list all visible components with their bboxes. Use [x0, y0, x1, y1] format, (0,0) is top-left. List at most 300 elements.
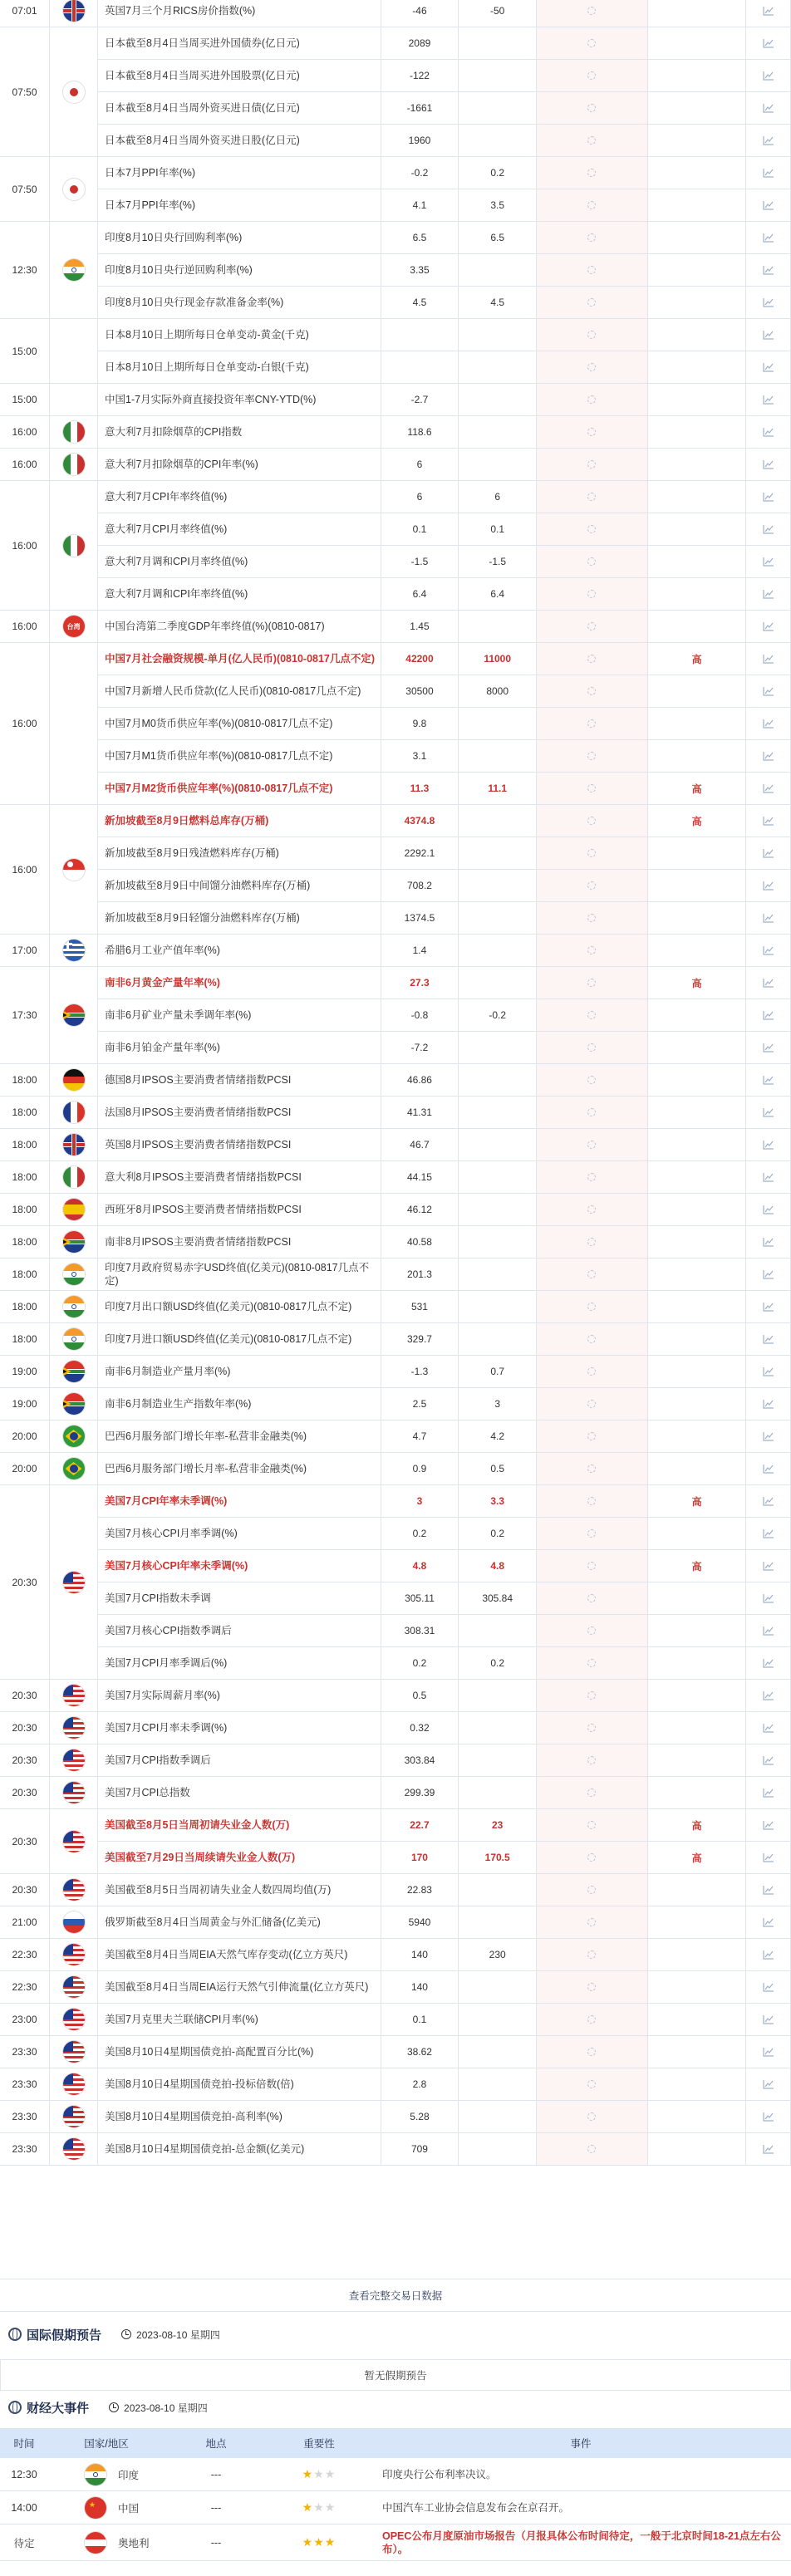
indicator-name[interactable]: 南非6月黄金产量年率(%) [98, 967, 381, 999]
actual-value [537, 773, 648, 805]
importance-stars [268, 2491, 371, 2524]
chart-button[interactable] [746, 1874, 791, 1906]
country-flag-cell [50, 1906, 98, 1939]
country-flag-cell [50, 611, 98, 643]
table-row [0, 1161, 791, 1194]
actual-value [537, 1323, 648, 1356]
chart-icon [763, 1723, 774, 1733]
actual-value [537, 1939, 648, 1971]
us-flag-icon [63, 1976, 85, 1998]
chart-icon [763, 1917, 774, 1927]
event-description[interactable]: 中国汽车工业协会信息发布会在京召开。 [382, 2501, 570, 2514]
importance-label [648, 1680, 747, 1712]
table-row [0, 319, 791, 351]
table-row [0, 1615, 791, 1647]
chart-button[interactable] [746, 92, 791, 125]
indicator-name[interactable]: 美国7月CPI指数未季调 [98, 1582, 381, 1615]
chart-button[interactable] [746, 1939, 791, 1971]
loading-icon [587, 395, 596, 404]
chart-button[interactable] [746, 870, 791, 902]
loading-icon [587, 233, 596, 242]
event-place: --- [210, 2536, 222, 2549]
indicator-name[interactable]: 美国截至8月4日当周EIA运行天然气引伸流量(亿立方英尺) [98, 1971, 381, 2004]
chart-button[interactable] [746, 967, 791, 999]
chart-button[interactable] [746, 1323, 791, 1356]
chart-icon [763, 1950, 774, 1960]
france-flag-icon [63, 1102, 85, 1123]
previous-value: -1.3 [381, 1356, 459, 1388]
indicator-name[interactable]: 意大利7月调和CPI年率终值(%) [98, 578, 381, 611]
chart-button[interactable] [746, 1356, 791, 1388]
table-row [0, 2101, 791, 2133]
release-time: 23:00 [0, 2004, 50, 2036]
previous-value: 46.86 [381, 1064, 459, 1097]
previous-value: 6 [381, 449, 459, 481]
loading-icon [587, 622, 596, 631]
us-flag-icon [63, 1782, 85, 1803]
chart-button[interactable] [746, 1453, 791, 1485]
importance-label [648, 1518, 747, 1550]
actual-value [537, 384, 648, 416]
previous-value: 3.35 [381, 254, 459, 287]
indicator-name[interactable]: 中国7月社会融资规模-单月(亿人民币)(0810-0817几点不定) [98, 643, 381, 675]
russia-flag-icon [63, 1911, 85, 1933]
previous-value: -122 [381, 60, 459, 92]
indicator-name[interactable]: 法国8月IPSOS主要消费者情绪指数PCSI [98, 1097, 381, 1129]
chart-button[interactable] [746, 222, 791, 254]
previous-value: 22.7 [381, 1809, 459, 1842]
indicator-name[interactable]: 美国截至7月29日当周续请失业金人数(万) [98, 1842, 381, 1874]
event-description[interactable]: OPEC公布月度原油市场报告（月报具体公布时间待定，一般于北京时间18-21点左右公布）。 [382, 2529, 781, 2555]
indicator-name[interactable]: 美国7月CPI年率未季调(%) [98, 1485, 381, 1518]
actual-value [537, 1485, 648, 1518]
us-flag-icon [63, 1717, 85, 1739]
chart-button[interactable] [746, 2068, 791, 2101]
chart-button[interactable] [746, 1161, 791, 1194]
uk-flag-icon [63, 1134, 85, 1156]
country-flag-cell [50, 27, 98, 157]
forecast-value [459, 2036, 537, 2068]
us-flag-icon [63, 1572, 85, 1593]
indicator-name[interactable]: 意大利7月CPI年率终值(%) [98, 481, 381, 513]
chart-icon [763, 1140, 774, 1150]
chart-button[interactable] [746, 643, 791, 675]
chart-icon [763, 265, 774, 275]
loading-icon [587, 1043, 596, 1052]
previous-value: 27.3 [381, 967, 459, 999]
chart-button[interactable] [746, 1291, 791, 1323]
indicator-name[interactable]: 印度8月10日央行逆回购利率(%) [98, 254, 381, 287]
chart-button[interactable] [746, 0, 791, 27]
indicator-name[interactable]: 美国截至8月5日当周初请失业金人数四周均值(万) [98, 1874, 381, 1906]
forecast-value [459, 2004, 537, 2036]
chart-button[interactable] [746, 1777, 791, 1809]
actual-value [537, 1874, 648, 1906]
actual-value [537, 1971, 648, 2004]
indicator-name[interactable]: 日本7月PPI年率(%) [98, 189, 381, 222]
previous-value: 118.6 [381, 416, 459, 449]
release-time: 20:30 [0, 1744, 50, 1777]
indicator-name[interactable]: 英国7月三个月RICS房价指数(%) [98, 0, 381, 27]
chart-button[interactable] [746, 1032, 791, 1064]
release-time: 16:00 [0, 481, 50, 611]
indicator-name[interactable]: 德国8月IPSOS主要消费者情绪指数PCSI [98, 1064, 381, 1097]
chart-icon [763, 362, 774, 372]
indicator-name[interactable]: 英国8月IPSOS主要消费者情绪指数PCSI [98, 1129, 381, 1161]
country-flag-cell [50, 1064, 98, 1097]
importance-label [648, 157, 747, 189]
table-row [0, 967, 791, 999]
release-time: 17:00 [0, 935, 50, 967]
star-icon: ★ [324, 2500, 337, 2514]
previous-value: 6 [381, 481, 459, 513]
chart-button[interactable] [746, 1971, 791, 2004]
chart-button[interactable] [746, 1097, 791, 1129]
indicator-name[interactable]: 中国1-7月实际外商直接投资年率CNY-YTD(%) [98, 384, 381, 416]
chart-icon [763, 1043, 774, 1052]
actual-value [537, 449, 648, 481]
chart-button[interactable] [746, 1582, 791, 1615]
chart-button[interactable] [746, 2133, 791, 2166]
us-flag-icon [63, 1879, 85, 1901]
indicator-name[interactable]: 中国7月M0货币供应年率(%)(0810-0817几点不定) [98, 708, 381, 740]
star-icon: ★ [313, 2500, 325, 2514]
indicator-name[interactable]: 印度8月10日央行现金存款准备金率(%) [98, 287, 381, 319]
importance-label [648, 1194, 747, 1226]
chart-icon [763, 2144, 774, 2154]
forecast-value: 0.5 [459, 1453, 537, 1485]
chart-button[interactable] [746, 902, 791, 935]
previous-value: 0.2 [381, 1647, 459, 1680]
indicator-name[interactable]: 日本截至8月4日当周外资买进日债(亿日元) [98, 92, 381, 125]
forecast-value: 6 [459, 481, 537, 513]
chart-icon [763, 848, 774, 858]
indicator-name[interactable]: 美国8月10日4星期国债竞拍-高配置百分比(%) [98, 2036, 381, 2068]
chart-button[interactable] [746, 1906, 791, 1939]
indicator-name[interactable]: 意大利7月扣除烟草的CPI指数 [98, 416, 381, 449]
chart-button[interactable] [746, 2004, 791, 2036]
indicator-name[interactable]: 南非6月铂金产量年率(%) [98, 1032, 381, 1064]
indicator-name[interactable]: 西班牙8月IPSOS主要消费者情绪指数PCSI [98, 1194, 381, 1226]
events-table-header [0, 2428, 791, 2458]
table-row [0, 351, 791, 384]
previous-value: -1.5 [381, 546, 459, 578]
forecast-value [459, 1194, 537, 1226]
indicator-name[interactable]: 日本截至8月4日当周外资买进日股(亿日元) [98, 125, 381, 157]
star-icon: ★ [324, 2535, 337, 2549]
chart-button[interactable] [746, 611, 791, 643]
chart-button[interactable] [746, 125, 791, 157]
star-icon: ★ [302, 2500, 314, 2514]
importance-label [648, 837, 747, 870]
country-flag-cell [50, 1194, 98, 1226]
actual-value [537, 1712, 648, 1744]
country-flag-cell [50, 1291, 98, 1323]
chart-button[interactable] [746, 708, 791, 740]
chart-button[interactable] [746, 1842, 791, 1874]
indicator-name[interactable]: 新加坡截至8月9日中间馏分油燃料库存(万桶) [98, 870, 381, 902]
indicator-name[interactable]: 新加坡截至8月9日燃料总库存(万桶) [98, 805, 381, 837]
indicator-name[interactable]: 新加坡截至8月9日残渣燃料库存(万桶) [98, 837, 381, 870]
indicator-name[interactable]: 美国8月10日4星期国债竞拍-投标倍数(倍) [98, 2068, 381, 2101]
chart-button[interactable] [746, 1680, 791, 1712]
importance-label [648, 254, 747, 287]
forecast-value: 0.2 [459, 157, 537, 189]
chart-button[interactable] [746, 1518, 791, 1550]
chart-button[interactable] [746, 1129, 791, 1161]
indicator-name[interactable]: 印度7月进口额USD终值(亿美元)(0810-0817几点不定) [98, 1323, 381, 1356]
view-full-day-link[interactable]: 查看完整交易日数据 [0, 2279, 791, 2312]
chart-button[interactable] [746, 416, 791, 449]
chart-button[interactable] [746, 60, 791, 92]
chart-button[interactable] [746, 1226, 791, 1259]
importance-label [648, 481, 747, 513]
previous-value: 0.1 [381, 513, 459, 546]
table-row [0, 1809, 791, 1842]
chart-button[interactable] [746, 384, 791, 416]
indicator-name[interactable]: 美国7月CPI总指数 [98, 1777, 381, 1809]
importance-label [648, 1388, 747, 1420]
india-flag-icon [63, 259, 85, 281]
event-country [48, 2491, 165, 2524]
country-flag-cell [50, 1097, 98, 1129]
chart-button[interactable] [746, 27, 791, 60]
indicator-name[interactable]: 意大利7月扣除烟草的CPI年率(%) [98, 449, 381, 481]
actual-value [537, 254, 648, 287]
indicator-name[interactable]: 日本截至8月4日当周买进外国股票(亿日元) [98, 60, 381, 92]
chart-button[interactable] [746, 837, 791, 870]
chart-button[interactable] [746, 254, 791, 287]
chart-button[interactable] [746, 2036, 791, 2068]
chart-button[interactable] [746, 1064, 791, 1097]
indicator-name[interactable]: 美国7月CPI月率季调后(%) [98, 1647, 381, 1680]
previous-value: 0.9 [381, 1453, 459, 1485]
indicator-name[interactable]: 中国7月新增人民币贷款(亿人民币)(0810-0817几点不定) [98, 675, 381, 708]
chart-button[interactable] [746, 189, 791, 222]
chart-icon [763, 1755, 774, 1765]
indicator-name[interactable]: 日本8月10日上期所每日仓单变动-黄金(千克) [98, 319, 381, 351]
forecast-value [459, 935, 537, 967]
loading-icon [587, 1821, 596, 1829]
chart-icon [763, 330, 774, 340]
chart-icon [763, 1205, 774, 1214]
loading-icon [587, 1205, 596, 1214]
importance-label [648, 2036, 747, 2068]
forecast-value [459, 1032, 537, 1064]
importance-label [648, 92, 747, 125]
table-row [0, 643, 791, 675]
table-row [0, 578, 791, 611]
table-row [0, 902, 791, 935]
indicator-name[interactable]: 日本8月10日上期所每日仓单变动-白银(千克) [98, 351, 381, 384]
loading-icon [587, 1950, 596, 1959]
loading-icon [587, 1303, 596, 1311]
indicator-name[interactable]: 南非8月IPSOS主要消费者情绪指数PCSI [98, 1226, 381, 1259]
clock-icon [109, 2402, 119, 2412]
chart-button[interactable] [746, 513, 791, 546]
chart-button[interactable] [746, 675, 791, 708]
event-time: 12:30 [11, 2468, 37, 2480]
chart-button[interactable] [746, 319, 791, 351]
indicator-name[interactable]: 中国台湾第二季度GDP年率终值(%)(0810-0817) [98, 611, 381, 643]
importance-label [648, 513, 747, 546]
indicator-name[interactable]: 美国8月10日4星期国债竞拍-高利率(%) [98, 2101, 381, 2133]
india-flag-icon [63, 1263, 85, 1285]
chart-button[interactable] [746, 1388, 791, 1420]
chart-button[interactable] [746, 351, 791, 384]
chart-icon [763, 621, 774, 631]
country-flag-cell [50, 1485, 98, 1680]
indicator-name[interactable]: 日本7月PPI年率(%) [98, 157, 381, 189]
indicator-name[interactable]: 南非6月制造业生产指数年率(%) [98, 1388, 381, 1420]
importance-label [648, 1971, 747, 2004]
chart-button[interactable] [746, 1712, 791, 1744]
germany-flag-icon [63, 1069, 85, 1091]
chart-button[interactable] [746, 1615, 791, 1647]
indicator-name[interactable]: 意大利8月IPSOS主要消费者情绪指数PCSI [98, 1161, 381, 1194]
chart-button[interactable] [746, 1744, 791, 1777]
chart-button[interactable] [746, 287, 791, 319]
chart-icon [763, 492, 774, 502]
table-row [0, 0, 791, 27]
indicator-name[interactable]: 中国7月M2货币供应年率(%)(0810-0817几点不定) [98, 773, 381, 805]
indicator-name[interactable]: 意大利7月CPI月率终值(%) [98, 513, 381, 546]
event-country [48, 2524, 165, 2560]
actual-value [537, 643, 648, 675]
chart-button[interactable] [746, 481, 791, 513]
indicator-name[interactable]: 意大利7月调和CPI月率终值(%) [98, 546, 381, 578]
chart-icon [763, 2047, 774, 2057]
star-icon: ★ [313, 2535, 325, 2549]
table-row [0, 384, 791, 416]
indicator-name[interactable]: 希腊6月工业产值年率(%) [98, 935, 381, 967]
actual-value [537, 708, 648, 740]
chart-button[interactable] [746, 1485, 791, 1518]
importance-label [648, 1615, 747, 1647]
event-place: --- [210, 2501, 222, 2514]
indicator-name[interactable]: 印度7月出口额USD终值(亿美元)(0810-0817几点不定) [98, 1291, 381, 1323]
indicator-name[interactable]: 美国8月10日4星期国债竞拍-总金额(亿美元) [98, 2133, 381, 2166]
loading-icon [587, 1562, 596, 1570]
chart-button[interactable] [746, 935, 791, 967]
importance-label [648, 351, 747, 384]
country-flag-cell [50, 384, 98, 416]
indicator-name[interactable]: 美国7月克里夫兰联储CPI月率(%) [98, 2004, 381, 2036]
release-time: 20:00 [0, 1420, 50, 1453]
italy-flag-icon [63, 421, 85, 443]
forecast-value: 0.7 [459, 1356, 537, 1388]
forecast-value [459, 27, 537, 60]
table-row [0, 773, 791, 805]
table-row [0, 1194, 791, 1226]
loading-icon [587, 39, 596, 47]
previous-value [381, 319, 459, 351]
indicator-name[interactable]: 美国7月CPI月率未季调(%) [98, 1712, 381, 1744]
indicator-name[interactable]: 中国7月M1货币供应年率(%)(0810-0817几点不定) [98, 740, 381, 773]
chart-button[interactable] [746, 1550, 791, 1582]
indicator-name[interactable]: 日本截至8月4日当周买进外国债券(亿日元) [98, 27, 381, 60]
actual-value [537, 1129, 648, 1161]
indicator-name[interactable]: 新加坡截至8月9日轻馏分油燃料库存(万桶) [98, 902, 381, 935]
forecast-value [459, 319, 537, 351]
loading-icon [587, 2145, 596, 2153]
actual-value [537, 2036, 648, 2068]
indicator-name[interactable]: 巴西6月服务部门增长月率-私营非金融类(%) [98, 1453, 381, 1485]
importance-label [648, 675, 747, 708]
loading-icon [587, 1238, 596, 1246]
chart-button[interactable] [746, 740, 791, 773]
chart-button[interactable] [746, 578, 791, 611]
loading-icon [587, 169, 596, 177]
chart-button[interactable] [746, 1259, 791, 1291]
loading-icon [587, 1594, 596, 1602]
country-flag-cell [50, 1809, 98, 1874]
forecast-value [459, 837, 537, 870]
indicator-name[interactable]: 美国7月核心CPI指数季调后 [98, 1615, 381, 1647]
country-flag-cell [50, 1226, 98, 1259]
chart-button[interactable] [746, 2101, 791, 2133]
indicator-name[interactable]: 美国7月CPI指数季调后 [98, 1744, 381, 1777]
chart-button[interactable] [746, 1194, 791, 1226]
table-row [0, 1323, 791, 1356]
table-row [0, 1744, 791, 1777]
chart-button[interactable] [746, 546, 791, 578]
country-flag-cell [50, 1323, 98, 1356]
indicator-name[interactable]: 美国7月实际周薪月率(%) [98, 1680, 381, 1712]
us-flag-icon [63, 2073, 85, 2095]
chart-button[interactable] [746, 999, 791, 1032]
chart-button[interactable] [746, 1420, 791, 1453]
actual-value [537, 1420, 648, 1453]
forecast-value [459, 416, 537, 449]
forecast-value [459, 967, 537, 999]
forecast-value: 0.1 [459, 513, 537, 546]
table-row [0, 1680, 791, 1712]
previous-value: 4374.8 [381, 805, 459, 837]
chart-button[interactable] [746, 1809, 791, 1842]
table-row [0, 1777, 791, 1809]
indicator-name[interactable]: 美国7月核心CPI月率季调(%) [98, 1518, 381, 1550]
indicator-name[interactable]: 俄罗斯截至8月4日当周黄金与外汇储备(亿美元) [98, 1906, 381, 1939]
chart-icon [763, 1820, 774, 1830]
chart-icon [763, 1561, 774, 1571]
singapore-flag-icon [63, 859, 85, 881]
importance-label [648, 870, 747, 902]
country-flag-cell [50, 481, 98, 611]
austria-flag-icon [85, 2532, 106, 2554]
indicator-name[interactable]: 印度7月政府贸易赤字USD终值(亿美元)(0810-0817几点不定) [98, 1259, 381, 1291]
chart-button[interactable] [746, 449, 791, 481]
greece-flag-icon [63, 940, 85, 961]
indicator-name[interactable]: 美国截至8月4日当周EIA天然气库存变动(亿立方英尺) [98, 1939, 381, 1971]
chart-icon [763, 1075, 774, 1085]
chart-button[interactable] [746, 157, 791, 189]
event-description[interactable]: 印度央行公布利率决议。 [382, 2468, 497, 2480]
chart-button[interactable] [746, 773, 791, 805]
chart-button[interactable] [746, 805, 791, 837]
indicator-name[interactable]: 巴西6月服务部门增长年率-私营非金融类(%) [98, 1420, 381, 1453]
loading-icon [587, 2048, 596, 2056]
indicator-name[interactable]: 美国截至8月5日当周初请失业金人数(万) [98, 1809, 381, 1842]
star-icon: ★ [302, 2467, 314, 2480]
indicator-name[interactable]: 南非6月制造业产量月率(%) [98, 1356, 381, 1388]
actual-value [537, 513, 648, 546]
loading-icon [587, 1756, 596, 1764]
indicator-name[interactable]: 美国7月核心CPI年率未季调(%) [98, 1550, 381, 1582]
chart-button[interactable] [746, 1647, 791, 1680]
indicator-name[interactable]: 南非6月矿业产量未季调年率(%) [98, 999, 381, 1032]
indicator-name[interactable]: 印度8月10日央行回购利率(%) [98, 222, 381, 254]
